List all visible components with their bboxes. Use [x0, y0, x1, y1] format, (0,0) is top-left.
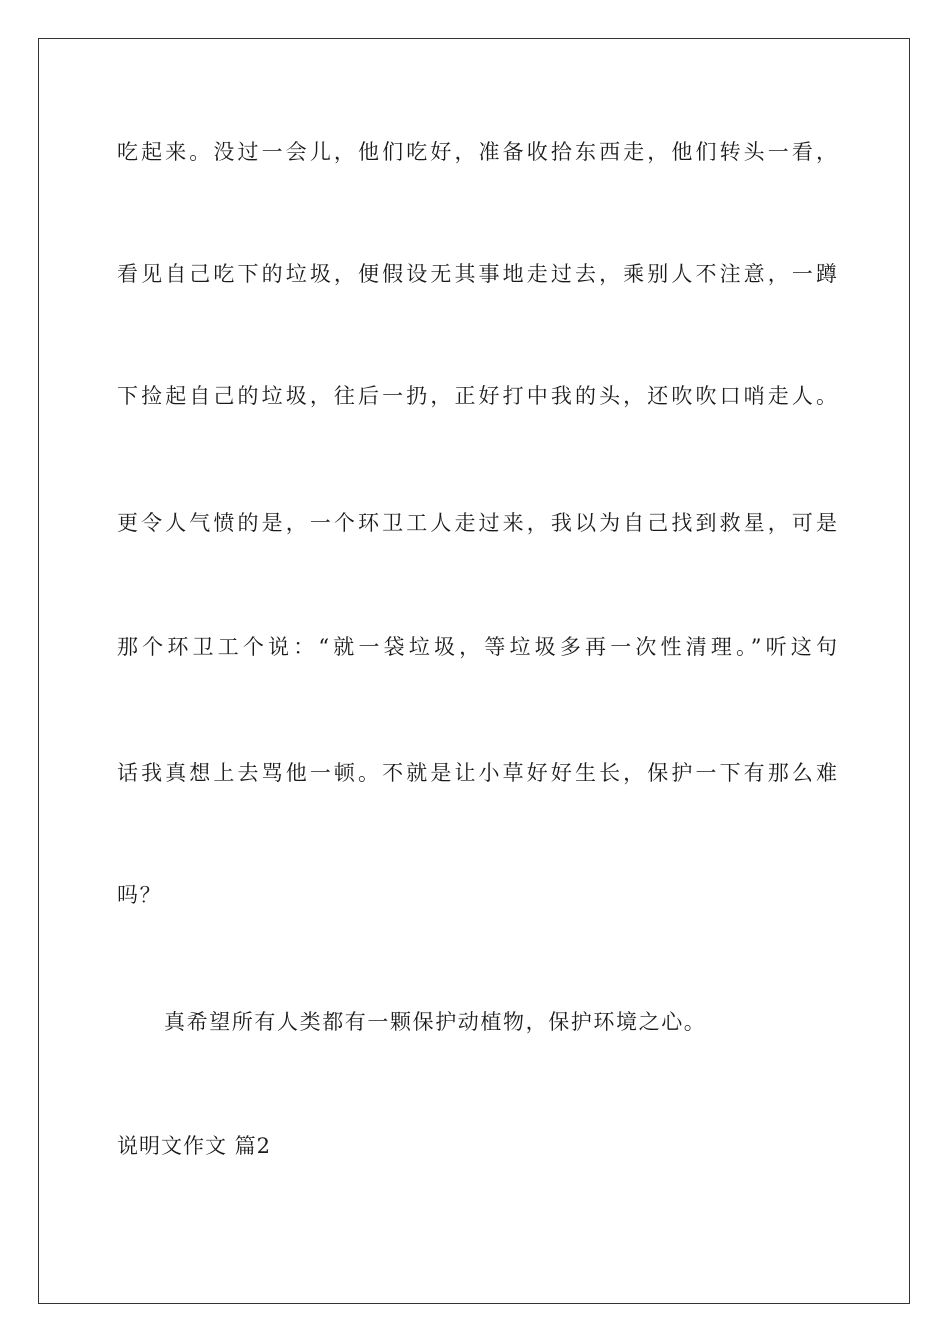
body-line-7: 吗？ [117, 883, 163, 907]
closing-paragraph: 真希望所有人类都有一颗保护动植物，保护环境之心。 [164, 1010, 707, 1034]
body-line-6: 话我真想上去骂他一顿。不就是让小草好好生长，保护一下有那么难 [117, 761, 837, 785]
body-line-3: 下捡起自己的垃圾，往后一扔，正好打中我的头，还吹吹口哨走人。 [117, 384, 837, 408]
body-line-4: 更令人气愤的是，一个环卫工人走过来，我以为自己找到救星，可是 [117, 511, 837, 535]
section-heading: 说明文作文 篇2 [117, 1134, 272, 1158]
body-line-2: 看见自己吃下的垃圾，便假设无其事地走过去，乘别人不注意，一蹲 [117, 262, 837, 286]
page-border [38, 38, 910, 1304]
body-line-1: 吃起来。没过一会儿，他们吃好，准备收拾东西走，他们转头一看， [117, 140, 837, 164]
body-line-5: 那个环卫工个说：“就一袋垃圾，等垃圾多再一次性清理。”听这句 [117, 635, 837, 659]
